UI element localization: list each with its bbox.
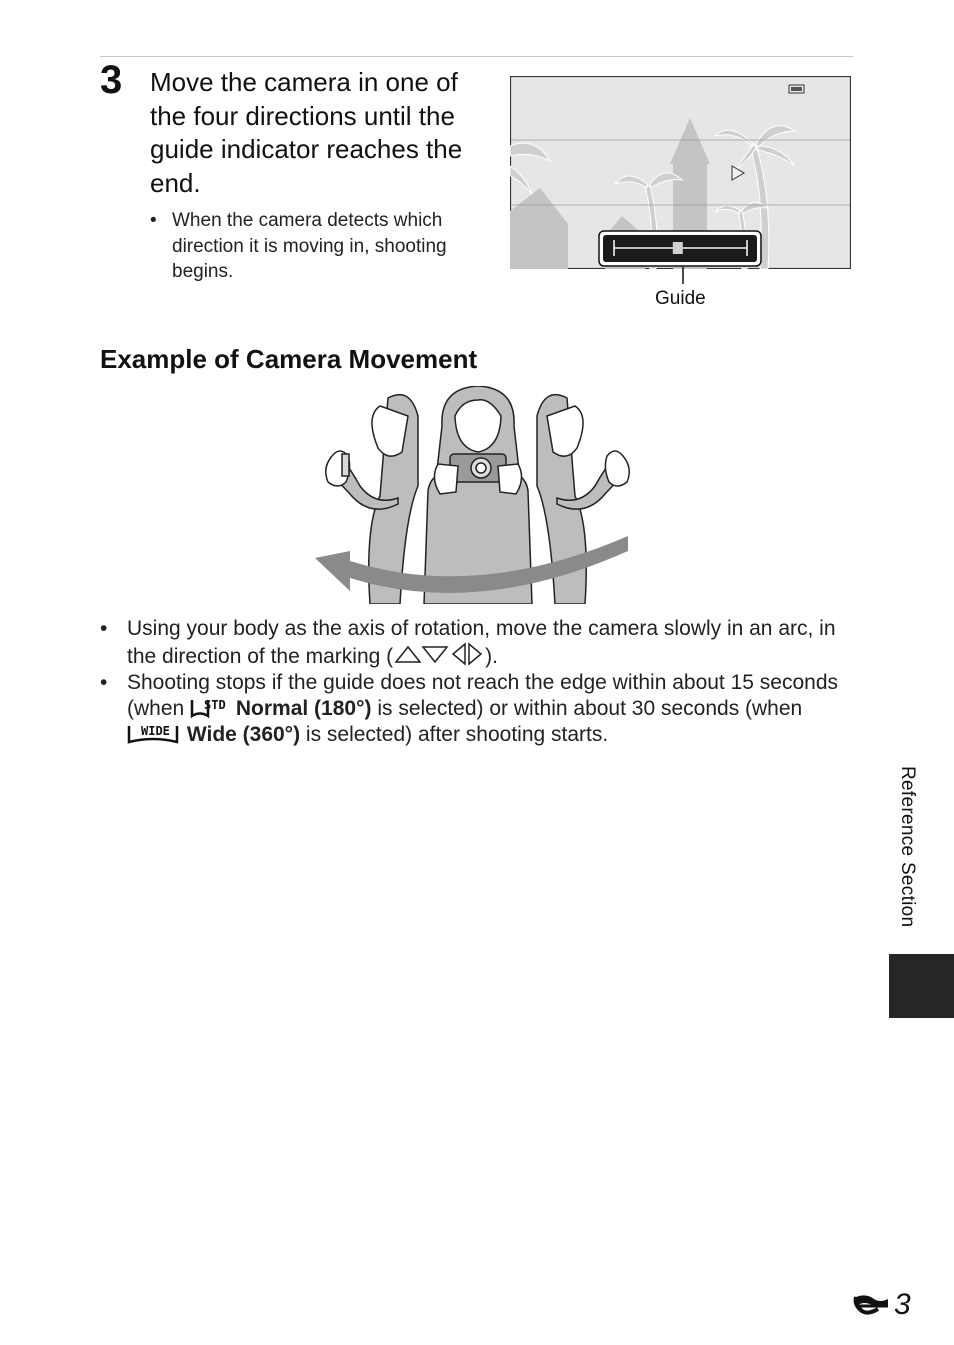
panorama-wide-icon: WIDE	[127, 722, 181, 744]
bullet-2-text: Shooting stops if the guide does not reach the edge within about 15 seconds (when	[127, 671, 839, 720]
page-number	[852, 1288, 911, 1322]
guide-indicator	[673, 242, 683, 254]
bullet-1-text-end: ).	[485, 645, 498, 668]
camera-screen-illustration	[510, 76, 851, 269]
step-heading: Move the camera in one of the four directions until the guide indicator reaches the end.	[150, 67, 463, 198]
step-number: 3	[100, 58, 123, 102]
bullet-item-1	[100, 616, 860, 670]
bullet-2-text-end: is selected) after shooting starts.	[300, 723, 609, 746]
mode-wide-label: Wide (360°)	[186, 723, 301, 746]
bullet-dot: •	[100, 671, 108, 694]
bullet-dot: •	[100, 617, 108, 640]
guide-leader-line	[680, 267, 686, 284]
side-tab-block	[889, 954, 954, 1018]
bullet-dot: •	[150, 210, 157, 231]
bullet-2-mid: is selected) or within about 30 seconds (when	[371, 697, 803, 720]
top-rule	[100, 56, 853, 57]
side-tab-label: Reference Section	[897, 766, 918, 928]
mode-normal-label: Normal (180°)	[235, 697, 372, 720]
bullet-item-2	[100, 670, 860, 748]
bullet-list	[100, 616, 860, 748]
reference-section-icon	[852, 1293, 892, 1317]
guide-label: Guide	[655, 288, 706, 309]
page-number-text: 3	[894, 1288, 911, 1321]
section-heading: Example of Camera Movement	[100, 344, 478, 374]
bullet-1-text: Using your body as the axis of rotation, move the camera slowly in an arc, in the direction of the marking (	[127, 617, 836, 668]
step-bullet	[150, 208, 475, 285]
step-bullet-text: When the camera detects which direction it is moving in, shooting begins.	[172, 210, 447, 282]
panorama-std-icon: STD	[190, 696, 230, 718]
direction-arrows-icon	[393, 642, 485, 666]
camera-movement-illustration	[310, 386, 645, 604]
